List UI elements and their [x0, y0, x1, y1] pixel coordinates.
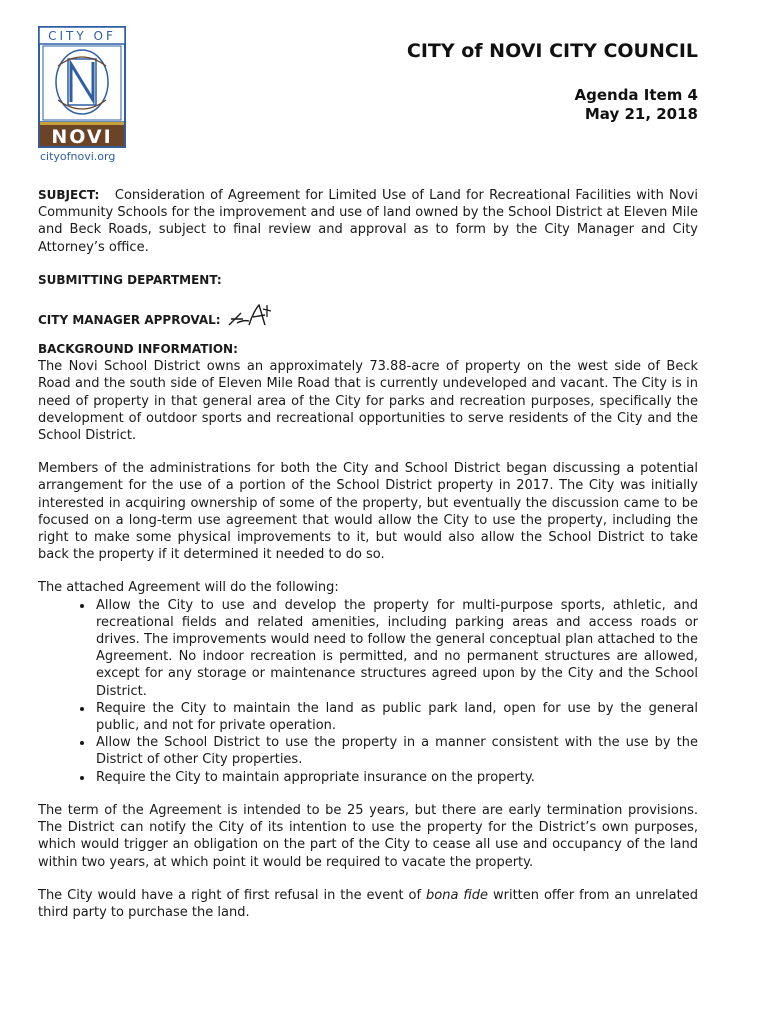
background-label: BACKGROUND INFORMATION: [38, 342, 238, 357]
list-item: • Allow the School District to use the property in a manner consistent with the use by the District of other City properties. [94, 734, 698, 768]
agreement-bullet-list [38, 597, 698, 786]
city-manager-approval-row [38, 301, 698, 329]
page-title: CITY of NOVI CITY COUNCIL [406, 40, 698, 62]
agreement-intro: The attached Agreement will do the following: [38, 580, 339, 596]
first-refusal-text-before: The City would have a right of first refusal in the event of [38, 887, 422, 903]
list-item: • Require the City to maintain appropriate insurance on the property. [94, 769, 698, 786]
agenda-item: Agenda Item 4 [574, 86, 698, 104]
document-body [38, 187, 698, 921]
city-manager-approval-label: CITY MANAGER APPROVAL: [38, 312, 221, 327]
first-refusal-paragraph [38, 887, 698, 921]
list-item: • Require the City to maintain the land as public park land, open for use by the general public, and not for private operation. [94, 700, 698, 734]
first-refusal-italic: bona fide [426, 887, 489, 903]
term-paragraph: The term of the Agreement is intended to be 25 years, but there are early termination provisions. The District can notify the City of its intention to use the property for the District’s own purposes, which would trigger an obligation on the part of the City to cease all use and occupancy of the land within two years, at which point it would be required to vacate the property. [38, 802, 698, 870]
background-paragraph-2: Members of the administrations for both the City and School District began discussing a potential arrangement for the use of a portion of the School District property in 2017. The City was initially interested in acquiring ownership of some of the property, but eventually the discussion came to be focused on a long-term use agreement that would allow the City to use the property, including the right to make some physical improvements to it, but would also allow the School District to take back the property if it determined it needed to do so. [38, 461, 698, 563]
novi-seal-icon [38, 26, 128, 150]
subject-text: Consideration of Agreement for Limited Use of Land for Recreational Facilities with Novi Community Schools for the improvement and use of land owned by the School District at Eleven Mile and Beck Roads, subject to final review and approval as to form by the City Manager and City Attorney’s office. [38, 188, 698, 255]
logo-bottom-text: NOVI [51, 126, 113, 148]
background-paragraph-1: The Novi School District owns an approximately 73.88-acre of property on the west side of Beck Road and the south side of Eleven Mile Road that is currently undeveloped and vacant. The City is in need of property in that general area of the City for parks and recreation purposes, specifically the development of outdoor sports and recreational opportunities to serve residents of the City and the School District. [38, 359, 698, 444]
signature-icon [227, 301, 275, 331]
subject-label: SUBJECT: [38, 188, 100, 202]
first-refusal-text-after: written offer from an unrelated third party to purchase the land. [38, 887, 698, 920]
agenda-block [575, 86, 699, 124]
agenda-date: May 21, 2018 [584, 105, 698, 123]
list-item: • Allow the City to use and develop the property for multi-purpose sports, athletic, and recreational fields and related amenities, including parking areas and access roads or drives. The improvements would need to follow the general conceptual plan attached to the Agreement. No indoor recreation is permitted, and no permanent structures are allowed, except for any storage or maintenance structures agreed upon by the City and the School District. [94, 597, 698, 700]
subject-paragraph [38, 187, 698, 256]
logo-top-text: CITY OF [48, 29, 116, 43]
submitting-department-label: SUBMITTING DEPARTMENT: [38, 272, 222, 287]
logo-url: cityofnovi.org [40, 150, 116, 163]
city-of-novi-logo [38, 26, 128, 152]
